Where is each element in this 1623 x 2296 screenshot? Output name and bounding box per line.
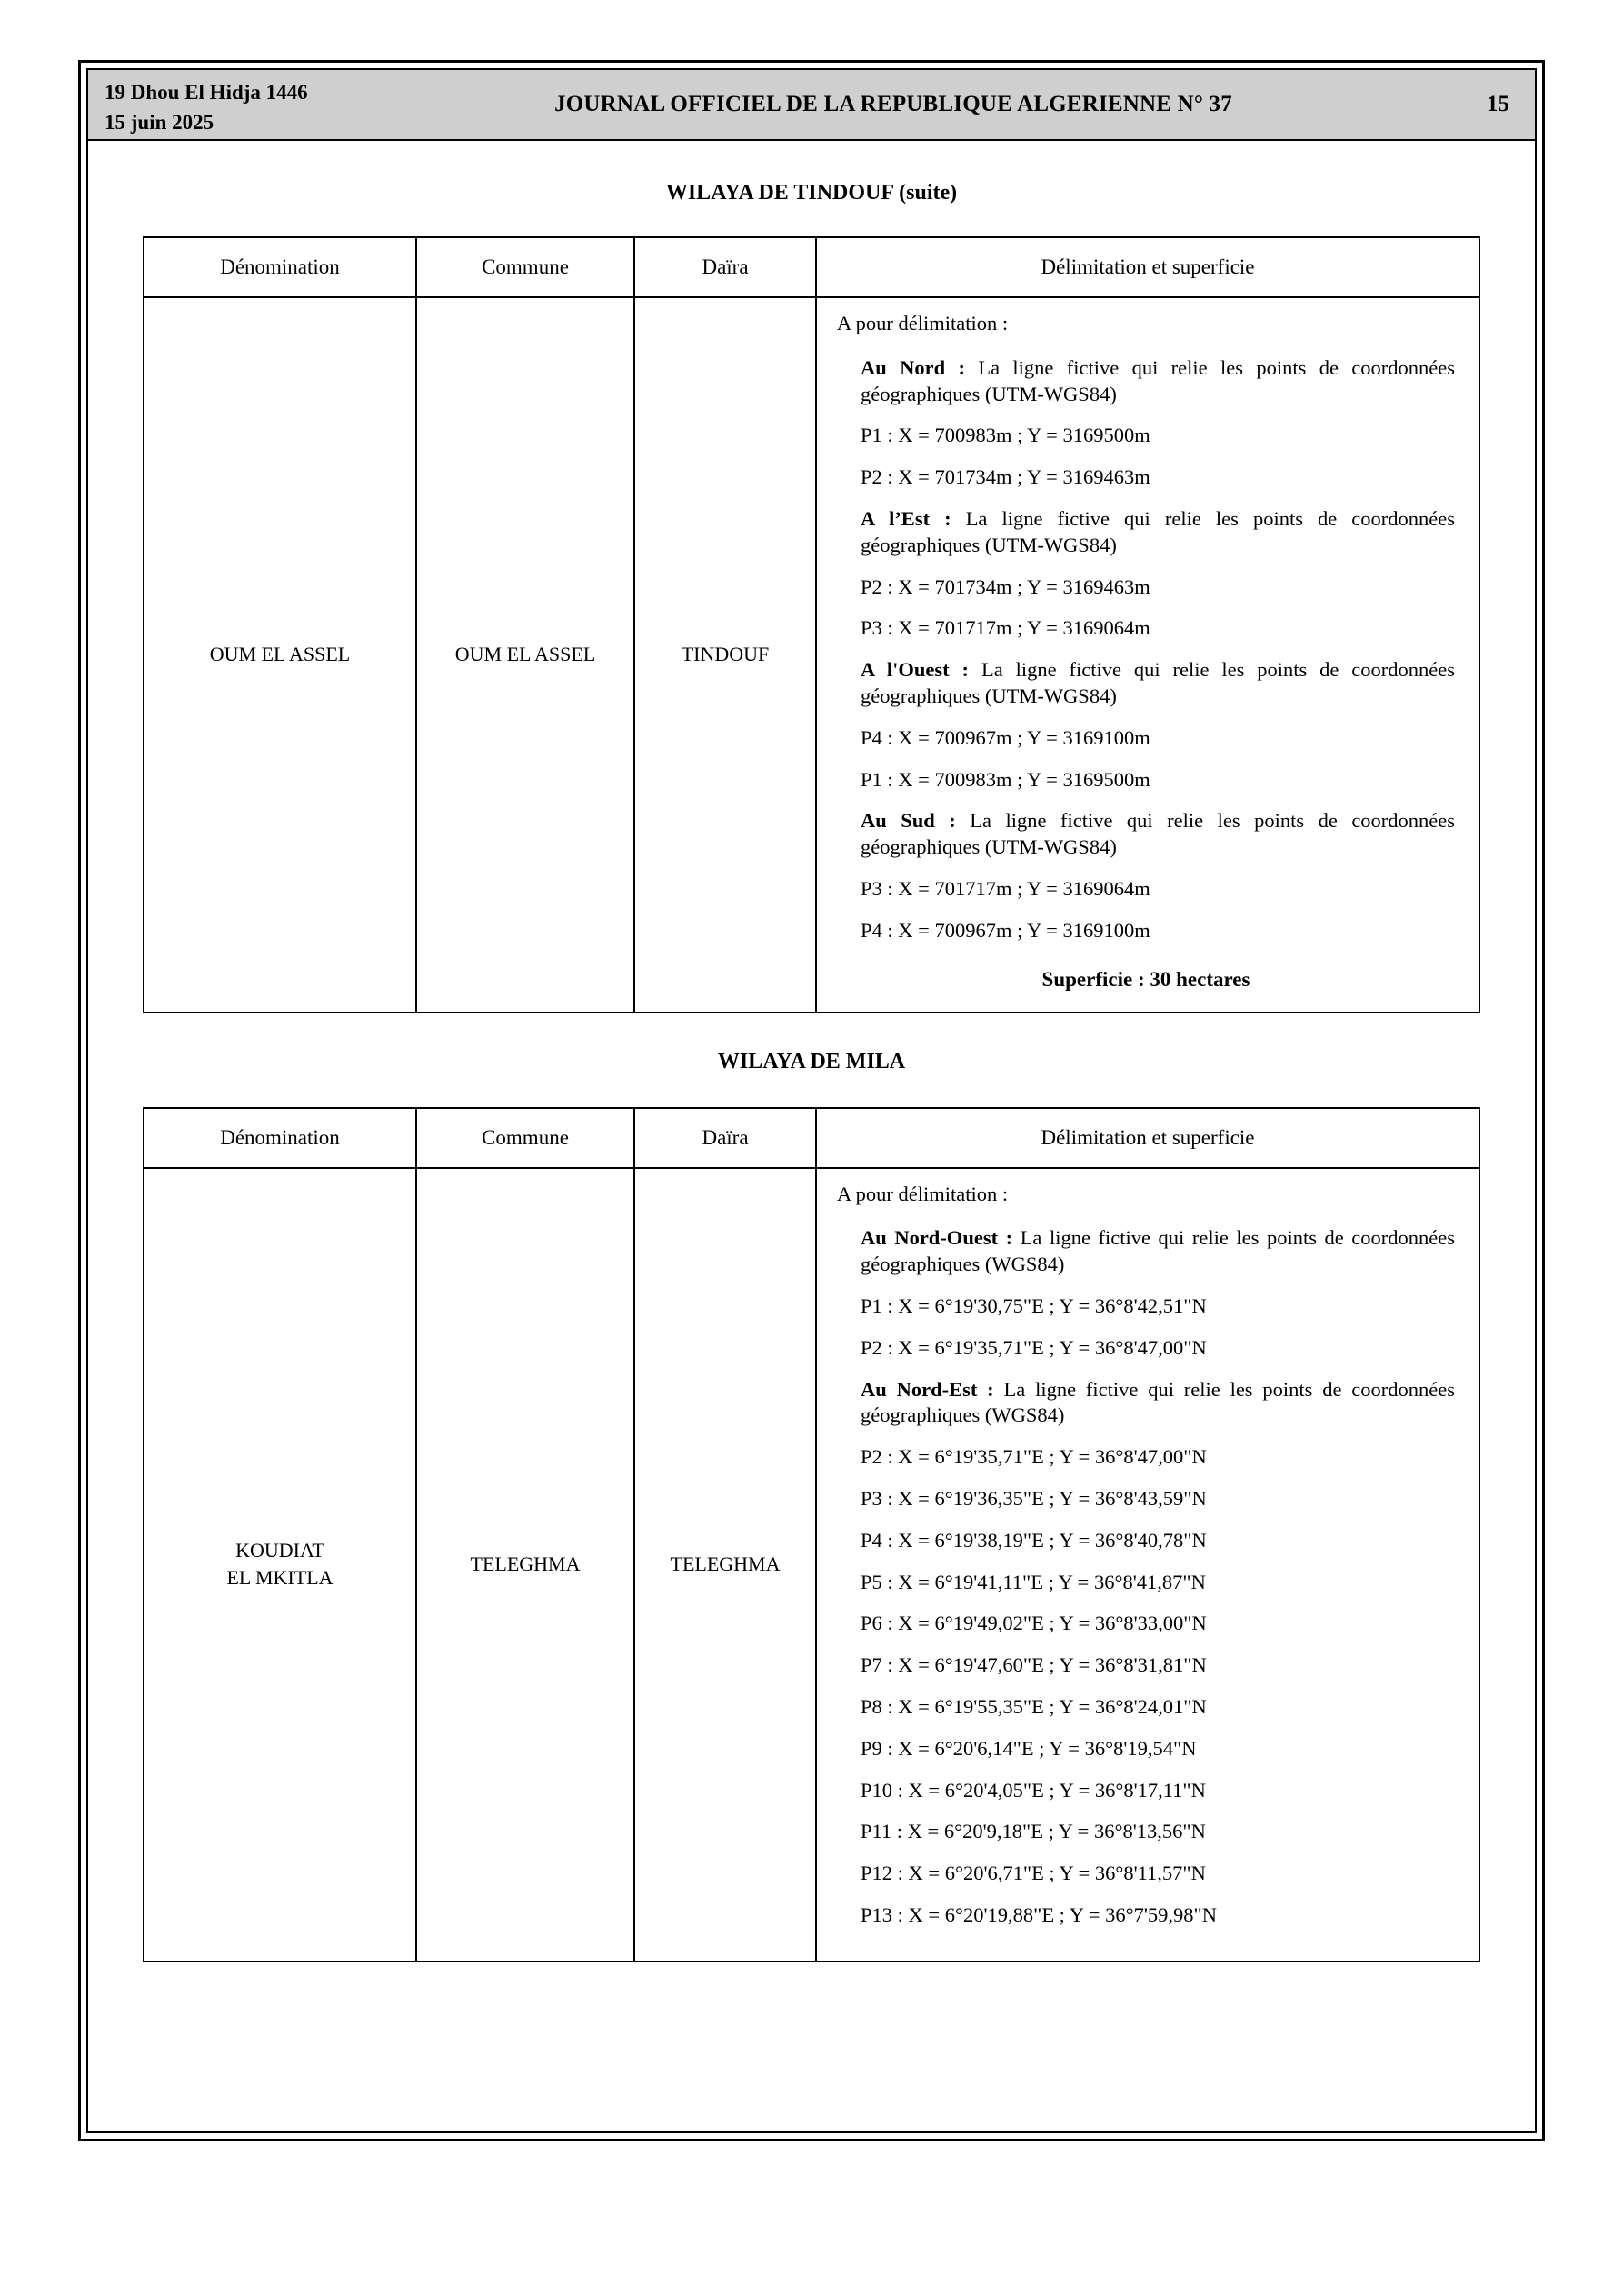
coordinate-point: P2 : X = 701734m ; Y = 3169463m xyxy=(861,574,1150,598)
block-heading-label: Au Sud : xyxy=(861,809,956,833)
column-header-commune: Commune xyxy=(416,1108,634,1168)
coordinate-point: P7 : X = 6°19'47,60"E ; Y = 36°8'31,81"N xyxy=(861,1653,1207,1677)
page-content xyxy=(88,181,1535,1962)
delimitation-intro: A pour délimitation : xyxy=(837,1182,1009,1205)
column-header-daira: Daïra xyxy=(634,1108,816,1168)
header-page-number: 15 xyxy=(1487,92,1509,116)
column-header-commune: Commune xyxy=(416,237,634,297)
section-title-mila: WILAYA DE MILA xyxy=(717,1049,906,1073)
cell-delimitation xyxy=(816,297,1479,1013)
coordinate-point: P13 : X = 6°20'19,88"E ; Y = 36°7'59,98"N xyxy=(861,1902,1217,1926)
coordinate-point: P8 : X = 6°19'55,35"E ; Y = 36°8'24,01"N xyxy=(861,1694,1207,1718)
coordinate-point: P3 : X = 6°19'36,35"E ; Y = 36°8'43,59"N xyxy=(861,1486,1207,1510)
block-heading-text: La ligne fictive qui relie les points de coordonnées géographiques (WGS84) xyxy=(861,1226,1456,1276)
denomination-line-1: KOUDIAT xyxy=(235,1539,324,1562)
block-heading-label: Au Nord-Est : xyxy=(861,1377,994,1401)
cell-commune: TELEGHMA xyxy=(416,1168,634,1962)
table-mila xyxy=(143,1107,1480,1962)
delimitation-intro: A pour délimitation : xyxy=(837,312,1009,334)
coordinate-point: P4 : X = 6°19'38,19"E ; Y = 36°8'40,78"N xyxy=(861,1528,1207,1552)
page-border-inner xyxy=(86,68,1537,2133)
page-border-outer xyxy=(78,60,1545,2141)
delimitation-block-heading xyxy=(837,808,1455,861)
header-date-hijri: 19 Dhou El Hidja 1446 xyxy=(105,81,308,104)
delimitation-block-heading xyxy=(837,657,1455,710)
coordinate-point: P5 : X = 6°19'41,11"E ; Y = 36°8'41,87"N xyxy=(861,1570,1206,1593)
cell-daira: TINDOUF xyxy=(634,297,816,1013)
coordinate-point: P3 : X = 701717m ; Y = 3169064m xyxy=(861,616,1150,640)
coordinate-point: P1 : X = 6°19'30,75"E ; Y = 36°8'42,51"N xyxy=(861,1293,1207,1317)
delimitation-block-heading xyxy=(837,1225,1455,1278)
coordinate-point: P1 : X = 700983m ; Y = 3169500m xyxy=(861,424,1150,447)
cell-daira: TELEGHMA xyxy=(634,1168,816,1962)
column-header-daira: Daïra xyxy=(634,237,816,297)
block-heading-text: La ligne fictive qui relie les points de coordonnées géographiques (UTM-WGS84) xyxy=(861,658,1456,707)
coordinate-point: P9 : X = 6°20'6,14"E ; Y = 36°8'19,54"N xyxy=(861,1736,1197,1760)
coordinate-point: P4 : X = 700967m ; Y = 3169100m xyxy=(861,918,1150,942)
table-row xyxy=(144,297,1479,1013)
cell-commune: OUM EL ASSEL xyxy=(416,297,634,1013)
table-header-row xyxy=(144,237,1479,297)
coordinate-point: P1 : X = 700983m ; Y = 3169500m xyxy=(861,767,1150,791)
block-heading-text: La ligne fictive qui relie les points de coordonnées géographiques (UTM-WGS84) xyxy=(861,355,1456,405)
denomination-line-2: EL MKITLA xyxy=(226,1566,334,1590)
column-header-delimitation: Délimitation et superficie xyxy=(816,1108,1479,1168)
coordinate-point: P6 : X = 6°19'49,02"E ; Y = 36°8'33,00"N xyxy=(861,1612,1207,1635)
page-header xyxy=(88,70,1535,141)
block-heading-text: La ligne fictive qui relie les points de coordonnées géographiques (UTM-WGS84) xyxy=(861,809,1456,859)
coordinate-point: P3 : X = 701717m ; Y = 3169064m xyxy=(861,876,1150,900)
header-journal-title: JOURNAL OFFICIEL DE LA REPUBLIQUE ALGERIENNE N° 37 xyxy=(554,92,1232,116)
table-tindouf xyxy=(143,236,1480,1013)
coordinate-point: P12 : X = 6°20'6,71"E ; Y = 36°8'11,57"N xyxy=(861,1862,1206,1885)
cell-denomination xyxy=(144,1168,416,1962)
coordinate-point: P2 : X = 6°19'35,71"E ; Y = 36°8'47,00"N xyxy=(861,1445,1207,1469)
coordinate-point: P4 : X = 700967m ; Y = 3169100m xyxy=(861,725,1150,749)
cell-denomination: OUM EL ASSEL xyxy=(144,297,416,1013)
block-heading-text: La ligne fictive qui relie les points de coordonnées géographiques (UTM-WGS84) xyxy=(861,506,1456,556)
delimitation-block-heading xyxy=(837,1377,1455,1430)
superficie-label: Superficie : 30 hectares xyxy=(1041,967,1250,991)
coordinate-point: P10 : X = 6°20'4,05"E ; Y = 36°8'17,11"N xyxy=(861,1778,1206,1802)
block-heading-label: Au Nord : xyxy=(861,355,965,379)
column-header-denomination: Dénomination xyxy=(144,1108,416,1168)
table-row xyxy=(144,1168,1479,1962)
delimitation-block-heading xyxy=(837,506,1455,559)
cell-delimitation xyxy=(816,1168,1479,1962)
section-title-tindouf: WILAYA DE TINDOUF (suite) xyxy=(665,181,958,205)
table-header-row xyxy=(144,1108,1479,1168)
header-dates xyxy=(88,70,388,139)
coordinate-point: P2 : X = 6°19'35,71"E ; Y = 36°8'47,00"N xyxy=(861,1335,1207,1359)
block-heading-text: La ligne fictive qui relie les points de coordonnées géographiques (WGS84) xyxy=(861,1377,1456,1427)
block-heading-label: A l'Ouest : xyxy=(861,658,970,682)
coordinate-point: P2 : X = 701734m ; Y = 3169463m xyxy=(861,465,1150,489)
header-date-gregorian: 15 juin 2025 xyxy=(105,111,214,135)
coordinate-point: P11 : X = 6°20'9,18"E ; Y = 36°8'13,56"N xyxy=(861,1820,1206,1843)
block-heading-label: A l’Est : xyxy=(861,506,951,530)
column-header-denomination: Dénomination xyxy=(144,237,416,297)
block-heading-label: Au Nord-Ouest : xyxy=(861,1226,1013,1250)
delimitation-block-heading xyxy=(837,355,1455,408)
column-header-delimitation: Délimitation et superficie xyxy=(816,237,1479,297)
